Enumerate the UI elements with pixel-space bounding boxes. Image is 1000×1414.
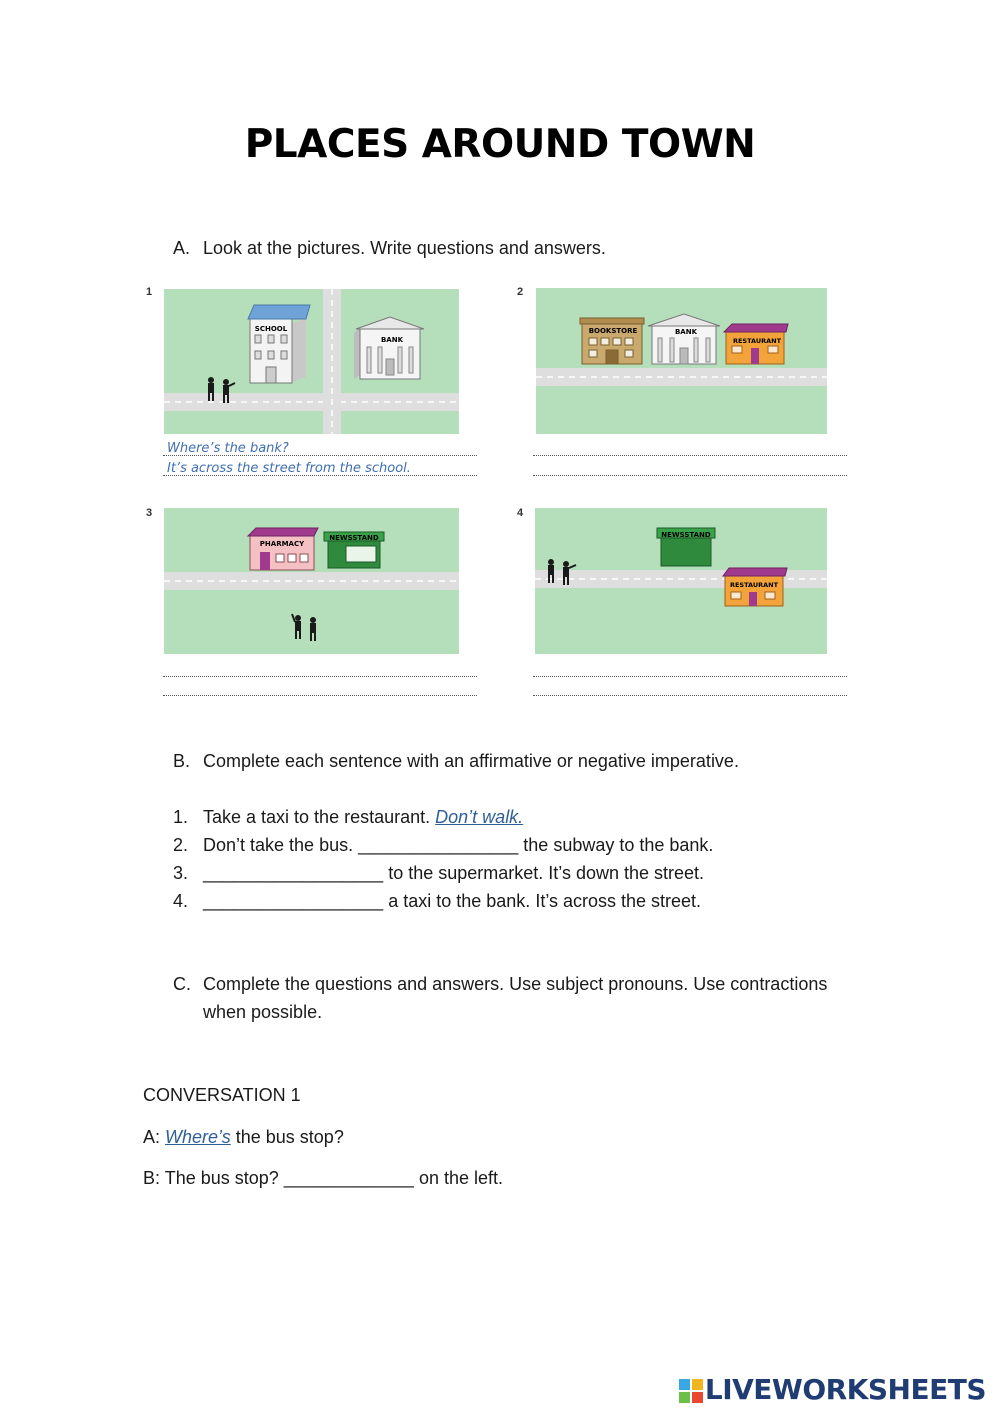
school-sign: SCHOOL — [254, 325, 288, 333]
conversation-text-b: The bus stop? — [164, 1168, 279, 1188]
picture-1-answer-response[interactable]: It’s across the street from the school. — [167, 461, 411, 476]
item-blank[interactable]: __________________ — [203, 863, 384, 883]
picture-1-number: 1 — [146, 286, 153, 298]
item-number: 3. — [173, 863, 189, 883]
item-text-after: the subway to the bank. — [523, 835, 714, 855]
item-text: Don’t take the bus. — [203, 835, 354, 855]
conversation-answer-a[interactable]: Where’s — [165, 1127, 231, 1147]
liveworksheets-logo[interactable] — [679, 1373, 986, 1406]
picture-3-answer-line-2[interactable] — [163, 695, 477, 696]
conversation-text-b-after: on the left. — [418, 1168, 504, 1188]
section-c-letter: C. — [173, 974, 191, 994]
restaurant-sign-2: RESTAURANT — [729, 581, 779, 589]
section-b-letter: B. — [173, 751, 191, 771]
section-c-instruction — [173, 970, 873, 1026]
item-text: Take a taxi to the restaurant. — [203, 807, 431, 827]
pharmacy-building — [248, 528, 318, 570]
bookstore-building — [580, 318, 644, 364]
list-item — [173, 803, 873, 831]
newsstand-sign-1: NEWSSTAND — [329, 534, 379, 542]
item-text-after: to the supermarket. It’s down the street. — [388, 863, 705, 883]
picture-1-answer-line-1[interactable] — [163, 455, 477, 456]
item-answer[interactable]: Don’t walk. — [435, 807, 524, 827]
school-building — [248, 305, 310, 383]
picture-3-map — [164, 508, 459, 654]
item-blank[interactable]: __________________ — [203, 891, 384, 911]
item-number: 2. — [173, 835, 189, 855]
section-b-instruction — [173, 747, 873, 775]
bank-sign-1: BANK — [380, 336, 404, 344]
picture-3-scene — [164, 508, 459, 654]
picture-1-scene — [164, 289, 459, 434]
picture-4-answer-line-2[interactable] — [533, 695, 847, 696]
bank-sign-2: BANK — [674, 328, 698, 336]
item-body — [203, 803, 523, 831]
conversation-heading: CONVERSATION 1 — [143, 1085, 301, 1105]
picture-1-map — [164, 289, 459, 434]
conversation-text-a: the bus stop? — [235, 1127, 344, 1147]
restaurant-sign-1: RESTAURANT — [732, 337, 782, 345]
picture-2-map — [536, 288, 827, 434]
item-text-after: a taxi to the bank. It’s across the street. — [388, 891, 702, 911]
section-b-text: Complete each sentence with an affirmative or negative imperative. — [203, 751, 739, 771]
picture-1-answer-line-2[interactable] — [163, 475, 477, 476]
liveworksheets-logo-icon — [679, 1379, 703, 1403]
list-item — [173, 859, 873, 887]
picture-1-answer-question[interactable]: Where’s the bank? — [167, 441, 289, 456]
newsstand-sign-2: NEWSSTAND — [661, 531, 711, 539]
item-body — [203, 887, 701, 915]
picture-2-answer-line-2[interactable] — [533, 475, 847, 476]
list-item — [173, 887, 873, 915]
bookstore-sign: BOOKSTORE — [588, 327, 638, 335]
picture-2-number: 2 — [517, 286, 524, 298]
item-body — [203, 859, 704, 887]
picture-3-number: 3 — [146, 507, 153, 519]
picture-4-scene — [535, 508, 827, 654]
picture-2-scene — [536, 288, 827, 434]
liveworksheets-brand-text: LIVEWORKSHEETS — [704, 1373, 986, 1406]
picture-4-number: 4 — [517, 507, 524, 519]
picture-4-answer-line-1[interactable] — [533, 676, 847, 677]
picture-3-answer-line-1[interactable] — [163, 676, 477, 677]
speaker-a: A: — [143, 1127, 161, 1147]
picture-2-answer-line-1[interactable] — [533, 455, 847, 456]
item-body — [203, 831, 713, 859]
section-a-instruction — [173, 234, 873, 262]
section-c-text: Complete the questions and answers. Use subject pronouns. Use contractions when possible. — [203, 974, 828, 1022]
conversation-blank-b[interactable]: _____________ — [283, 1168, 414, 1188]
conversation-line-a — [143, 1127, 344, 1148]
conversation-line-b — [143, 1168, 503, 1189]
pharmacy-sign: PHARMACY — [259, 540, 305, 548]
bank-building-1 — [354, 317, 424, 379]
item-number: 4. — [173, 891, 189, 911]
speaker-b: B: — [143, 1168, 161, 1188]
item-blank[interactable]: ________________ — [358, 835, 519, 855]
section-a-letter: A. — [173, 238, 191, 258]
list-item — [173, 831, 873, 859]
picture-4-map — [535, 508, 827, 654]
page-title: PLACES AROUND TOWN — [244, 122, 756, 167]
item-number: 1. — [173, 807, 189, 827]
section-a-text: Look at the pictures. Write questions and answers. — [203, 238, 606, 258]
